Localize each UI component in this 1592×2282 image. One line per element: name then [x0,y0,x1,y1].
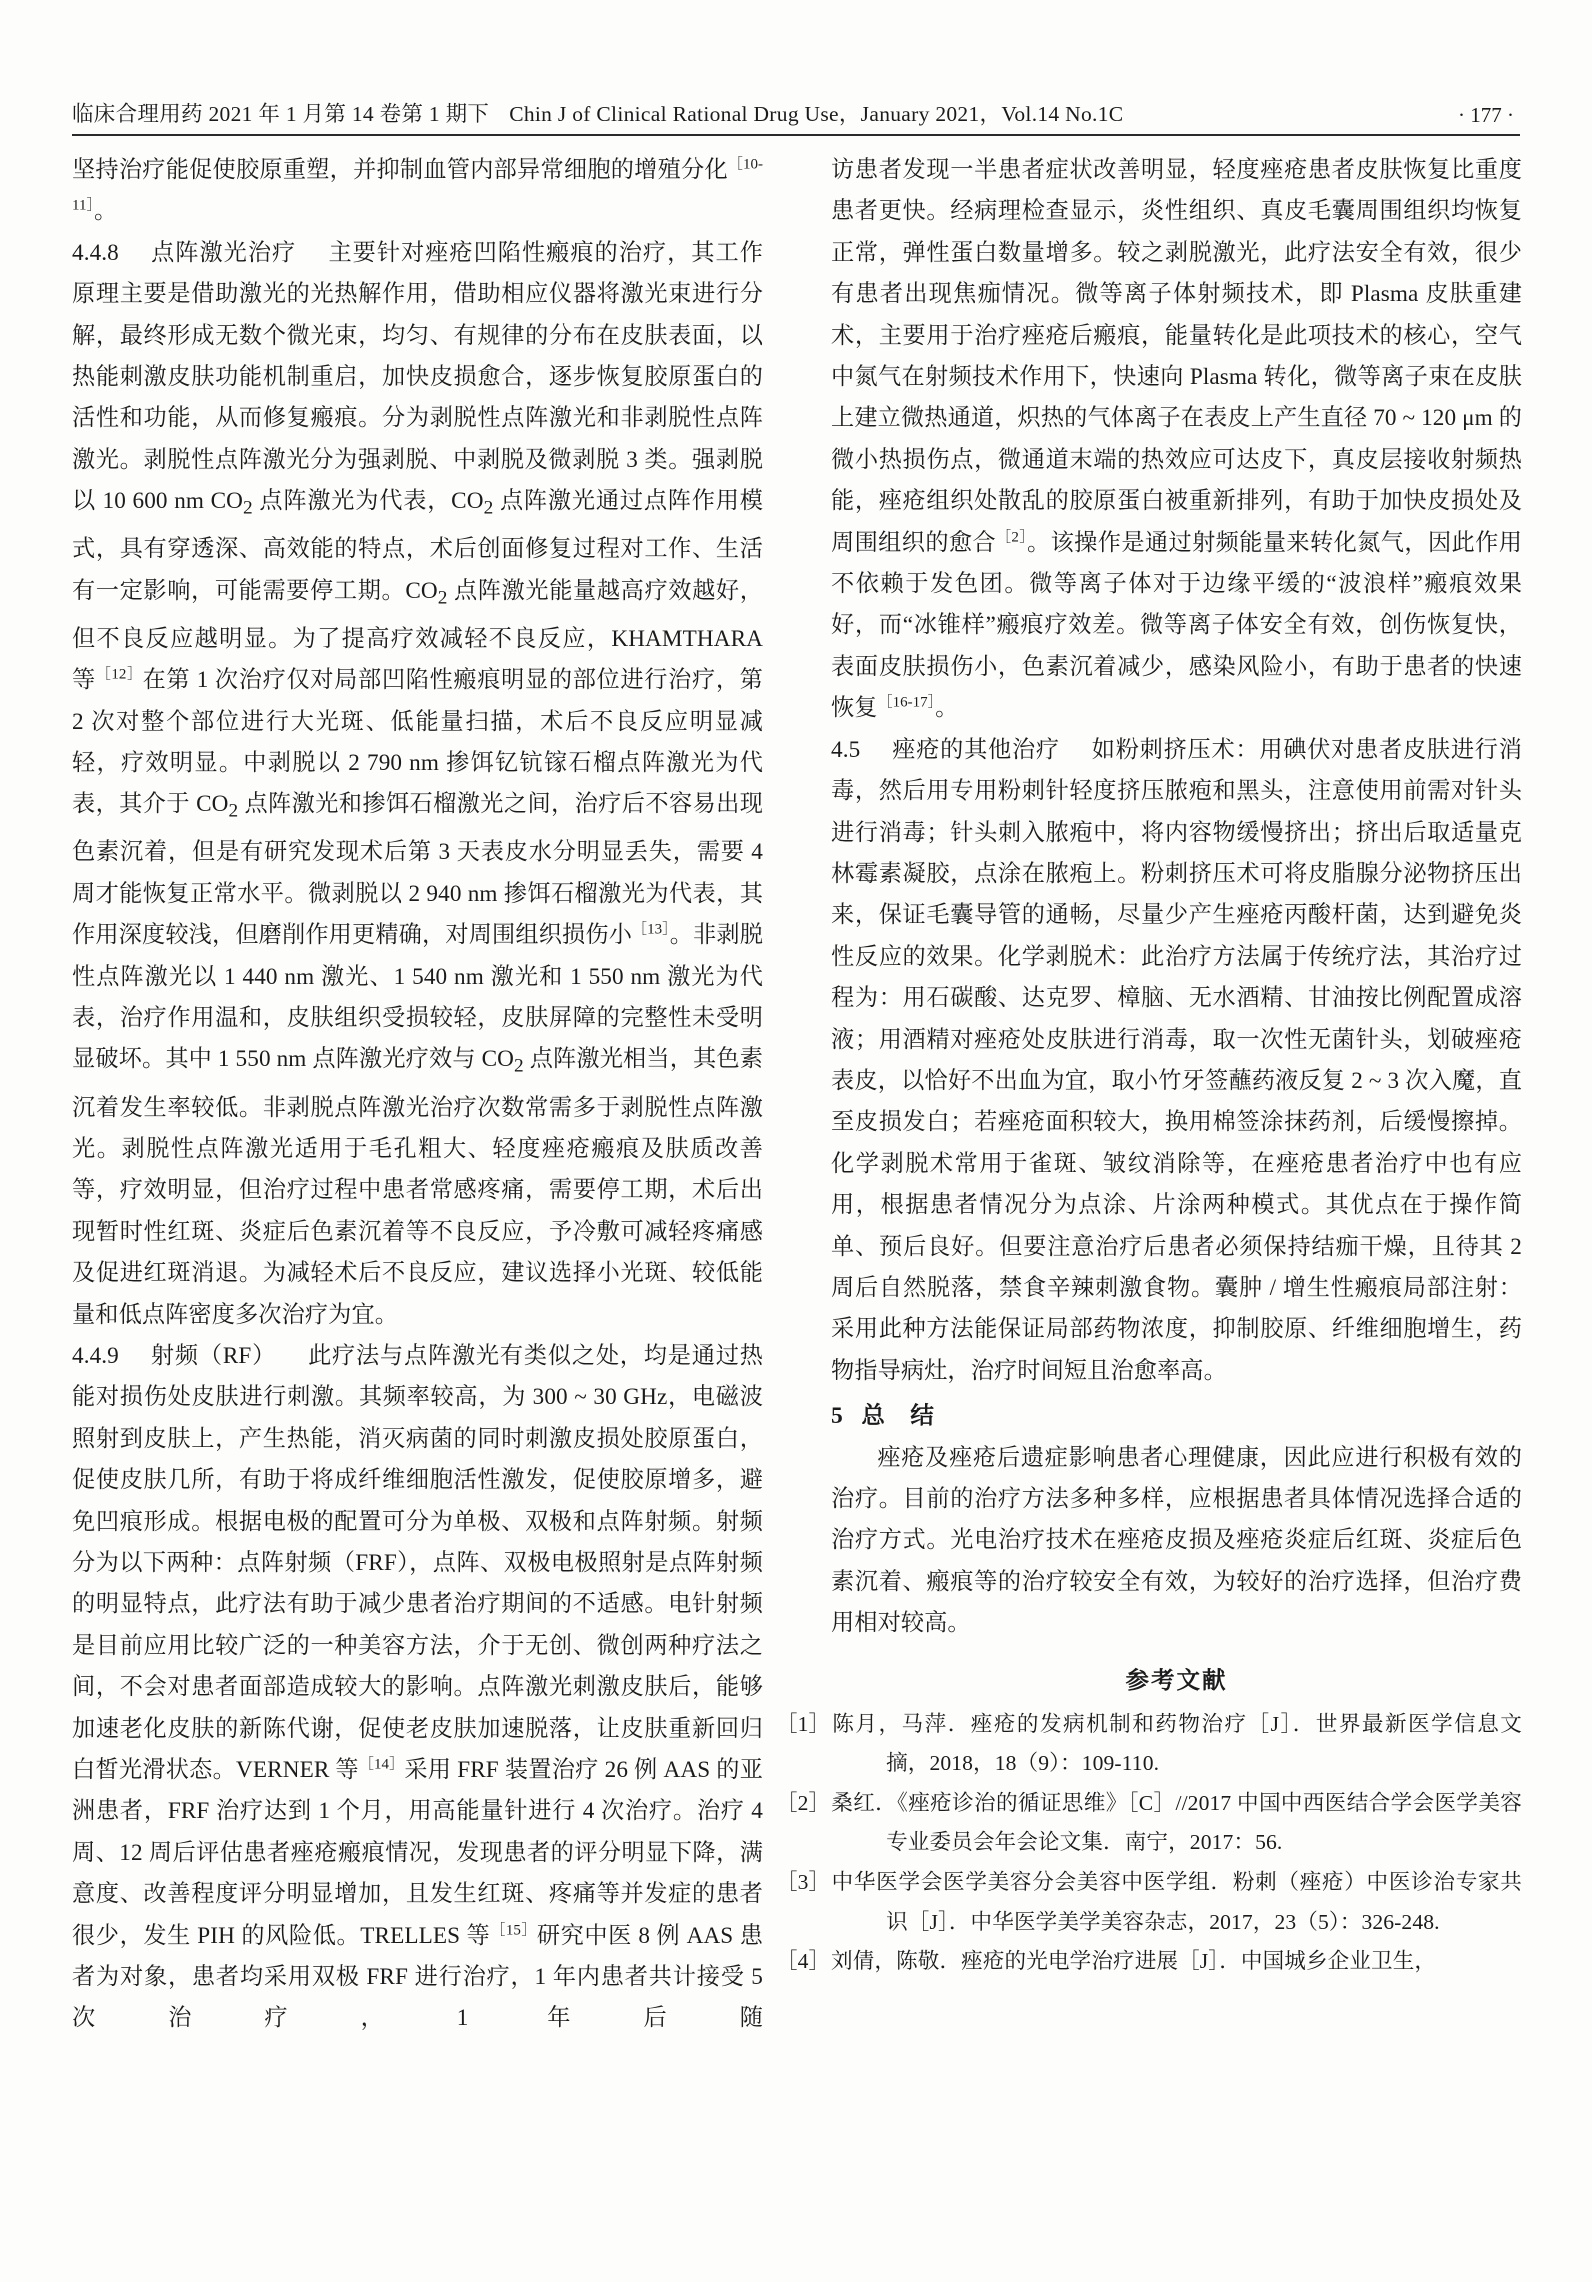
reference-item: ［3］中华医学会医学美容分会美容中医学组．粉刺（痤疮）中医诊治专家共识［J］．中华医学美学美容杂志，2017，23（5）：326-248. [775,1870,1522,1934]
section-4-4-8-text-d: 点阵激光能量越高疗效越好，但不良反应越明显。为了提高疗效减轻不良反应，KHAMTHARA 等 [72,577,763,694]
reference-item: ［2］桑红．《痤疮诊治的循证思维》［C］//2017 中国中西医结合学会医学美容专业委员会年会论文集．南宁，2017：56. [775,1790,1522,1855]
left-column [72,150,763,2230]
paragraph-continued-right [831,150,1522,730]
right-column [775,150,1522,2230]
section-4-4-9-title: 射频（RF） [150,1342,277,1369]
section-4-4-8-text-c: 点阵激光通过点阵作用模式，具有穿透深、高效能的特点，术后创面修复过程对工作、生活有一定影响，可能需要停工期。CO [72,488,764,604]
citation-marker: ［16-17］ [877,694,936,711]
citation-marker: ［12］ [95,666,143,683]
reference-text: 桑红．《痤疮诊治的循证思维》［C］//2017 中国中西医结合学会医学美容专业委员会年会论文集．南宁，2017：56. [831,1790,1522,1855]
citation-marker: ［15］ [490,1921,537,1938]
section-4-4-9-text-c: 研究中医 8 例 AAS 患者为对象，患者均采用双极 FRF 进行治疗，1 年内患者共计接受 5 次治疗，1 年后随 [72,1922,763,2032]
subscript-co2: 2 [483,497,494,519]
paragraph-continued-text: 坚持治疗能促使胶原重塑，并抑制血管内部异常细胞的增殖分化 [72,157,728,183]
running-head-left [72,97,1123,128]
section-4-4-8-text-g: 。非剥脱性点阵激光以 1 440 nm 激光、1 540 nm 激光和 1 550 nm 激光为代表，治疗作用温和，皮肤组织受损较轻，皮肤屏障的完整性未受明显破坏。其中 1 550 nm 点阵激光疗效与 CO [72,922,763,1073]
section-4-5-number: 4.5 [831,736,861,763]
paragraph-continued [72,150,763,233]
reference-item: ［4］刘倩，陈敬．痤疮的光电学治疗进展［J］．中国城乡企业卫生， [775,1949,1437,1974]
subscript-co2: 2 [243,497,253,519]
section-5-body: 痤疮及痤疮后遗症影响患者心理健康，因此应进行积极有效的治疗。目前的治疗方法多种多样，应根据患者具体情况选择合适的治疗方式。光电治疗技术在痤疮皮损及痤疮炎症后红斑、炎症后色素沉着、瘢痕等的治疗较安全有效，为较好的治疗选择，但治疗费用相对较高。 [831,1444,1522,1637]
section-4-4-8-text-b: 点阵激光为代表，CO [252,488,484,515]
subscript-co2: 2 [437,587,448,609]
references-heading: 参考文献 [1125,1667,1228,1694]
section-4-4-8-text-h: 点阵激光相当，其色素沉着发生率较低。非剥脱点阵激光治疗次数常需多于剥脱性点阵激光。剥脱性点阵激光适用于毛孔粗大、轻度痤疮瘢痕及肤质改善等，疗效明显，但治疗过程中患者常感疼痛，需要停工期，术后出现暂时性红斑、炎症后色素沉着等不良反应，予冷敷可减轻疼痛感及促进红斑消退。为减轻术后不良反应，建议选择小光斑、较低能量和低点阵密度多次治疗为宜。 [72,1046,763,1328]
section-4-4-9-text-a: 此疗法与点阵激光有类似之处，均是通过热能对损伤处皮肤进行刺激。其频率较高，为 300 ~ 30 GHz，电磁波照射到皮肤上，产生热能，消灭病菌的同时刺激皮损处胶原蛋白，促使皮肤几所，有助于将成纤维细胞活性激发，促使胶原增多，避免凹痕形成。根据电极的配置可分为单极、双极和点阵射频。射频分为以下两种：点阵射频（FRF），点阵、双极电极照射是点阵射频的明显特点，此疗法有助于减少患者治疗期间的不适感。电针射频是目前应用比较广泛的一种美容方法，介于无创、微创两种疗法之间，不会对患者面部造成较大的影响。点阵激光刺激皮肤后，能够加速老化皮肤的新陈代谢，促使老皮肤加速脱落，让皮肤重新回归白皙光滑状态。VERNER 等 [72,1342,763,1783]
section-4-4-8-text-f: 点阵激光和掺饵石榴激光之间，治疗后不容易出现色素沉着，但是有研究发现术后第 3 天表皮水分明显丢失，需要 4 周才能恢复正常水平。微剥脱以 2 940 nm 掺饵石榴激光为代表，其作用深度较浅，但磨削作用更精确，对周围组织损伤小 [72,791,763,949]
reference-text: 中华医学会医学美容分会美容中医学组．粉刺（痤疮）中医诊治专家共识［J］．中华医学美学美容杂志，2017，23（5）：326-248. [831,1870,1522,1934]
section-4-5 [831,730,1522,1393]
body-columns [72,150,1522,2230]
citation-marker: ［10-11］ [72,156,764,214]
subscript-co2: 2 [228,801,239,823]
section-4-4-8-text-e: 在第 1 次治疗仅对局部凹陷性瘢痕明显的部位进行治疗，第 2 次对整个部位进行大光斑、低能量扫描，术后不良反应明显减轻，疗效明显。中剥脱以 2 790 nm 掺饵钇钪镓石榴点阵激光为代表，其介于 CO [72,667,763,818]
section-4-4-8-number: 4.4.8 [72,239,119,266]
section-5-title: 总 结 [861,1403,935,1430]
reference-text: 刘倩，陈敬．痤疮的光电学治疗进展［J］．中国城乡企业卫生， [831,1949,1437,1974]
paragraph-continued-right-text-b: 。该操作是通过射频能量来转化氮气，因此作用不依赖于发色团。微等离子体对于边缘平缓的“波浪样”瘢痕效果好，而“冰锥样”瘢痕疗效差。微等离子体安全有效，创伤恢复快，表面皮肤损伤小，色素沉着减少，感染风险小，有助于患者的快速恢复 [831,529,1522,722]
paragraph-continued-end: 。 [93,198,118,225]
section-5-heading [831,1396,1522,1437]
reference-item: ［1］陈月，马萍．痤疮的发病机制和药物治疗［J］．世界最新医学信息文摘，2018，18（9）：109-110. [775,1711,1522,1776]
section-4-4-9-text-b: 采用 FRF 装置治疗 26 例 AAS 的亚洲患者，FRF 治疗达到 1 个月，用高能量针进行 4 次治疗。治疗 4 周、12 周后评估患者痤疮瘢痕情况，发现患者的评分明显下降，满意度、改善程度评分明显增加，且发生红斑、疼痛等并发症的患者很少，发生 PIH 的风险低。TRELLES 等 [72,1757,763,1949]
section-4-4-8-text-a: 主要针对痤疮凹陷性瘢痕的治疗，其工作原理主要是借助激光的光热解作用，借助相应仪器将激光束进行分解，最终形成无数个微光束，均匀、有规律的分布在皮肤表面，以热能刺激皮肤功能机制重启，加快皮损愈合，逐步恢复胶原蛋白的活性和功能，从而修复瘢痕。分为剥脱性点阵激光和非剥脱性点阵激光。剥脱性点阵激光分为强剥脱、中剥脱及微剥脱 3 类。强剥脱以 10 600 nm CO [72,239,763,515]
page-number: · 177 · [1458,103,1514,127]
citation-marker: ［14］ [358,1756,405,1773]
paragraph-continued-right-text: 访患者发现一半患者症状改善明显，轻度痤疮患者皮肤恢复比重度患者更快。经病理检查显示，炎性组织、真皮毛囊周围组织均恢复正常，弹性蛋白数量增多。较之剥脱激光，此疗法安全有效，很少有患者出现焦痂情况。微等离子体射频技术，即 Plasma 皮肤重建术，主要用于治疗痤疮后瘢痕，能量转化是此项技术的核心，空气中氮气在射频技术作用下，快速向 Plasma 转化，微等离子束在皮肤上建立微热通道，炽热的气体离子在表皮上产生直径 70 ~ 120 μm 的微小热损伤点，微通道末端的热效应可达皮下，真皮层接收射频热能，痤疮组织处散乱的胶原蛋白被重新排列，有助于加快皮损处及周围组织的愈合 [831,157,1522,556]
subscript-co2: 2 [514,1056,524,1078]
running-head [72,86,1520,136]
citation-marker: ［2］ [996,528,1027,545]
section-4-4-9-number: 4.4.9 [72,1342,119,1369]
references-list [775,1705,1522,1982]
section-4-5-title: 痤疮的其他治疗 [891,736,1060,763]
journal-title-cn: 临床合理用药 2021 年 1 月第 14 卷第 1 期下 [72,102,490,126]
section-4-5-text: 如粉刺挤压术：用碘伏对患者皮肤进行消毒，然后用专用粉刺针轻度挤压脓疱和黑头，注意使用前需对针头进行消毒；针头刺入脓疱中，将内容物缓慢挤出；挤出后取适量克林霉素凝胶，点涂在脓疱上。粉刺挤压术可将皮脂腺分泌物挤压出来，保证毛囊导管的通畅，尽量少产生痤疮丙酸杆菌，达到避免炎性反应的效果。化学剥脱术：此治疗方法属于传统疗法，其治疗过程为：用石碳酸、达克罗、樟脑、无水酒精、甘油按比例配置成溶液；用酒精对痤疮处皮肤进行消毒，取一次性无菌针头，划破痤疮表皮，以恰好不出血为宜，取小竹牙签蘸药液反复 2 ~ 3 次入魔，直至皮损发白；若痤疮面积较大，换用棉签涂抹药剂，后缓慢擦掉。化学剥脱术常用于雀斑、皱纹消除等，在痤疮患者治疗中也有应用，根据患者情况分为点涂、片涂两种模式。其优点在于操作简单、预后良好。但要注意治疗后患者必须保持结痂干燥，且待其 2 周后自然脱落，禁食辛辣刺激食物。囊肿 / 增生性瘢痕局部注射：采用此种方法能保证局部药物浓度，抑制胶原、纤维细胞增生，药物指导病灶，治疗时间短且治愈率高。 [831,736,1522,1384]
paragraph-continued-right-end: 。 [935,695,959,722]
section-5-number: 5 [831,1403,844,1430]
journal-title-en: Chin J of Clinical Rational Drug Use，January 2021，Vol.14 No.1C [509,102,1124,126]
section-4-4-9 [72,1336,763,2040]
citation-marker: ［13］ [632,921,670,938]
section-4-4-8 [72,233,763,1336]
section-4-4-8-title: 点阵激光治疗 [150,239,297,266]
reference-text: 陈月，马萍．痤疮的发病机制和药物治疗［J］．世界最新医学信息文摘，2018，18（9）：109-110. [831,1711,1522,1776]
